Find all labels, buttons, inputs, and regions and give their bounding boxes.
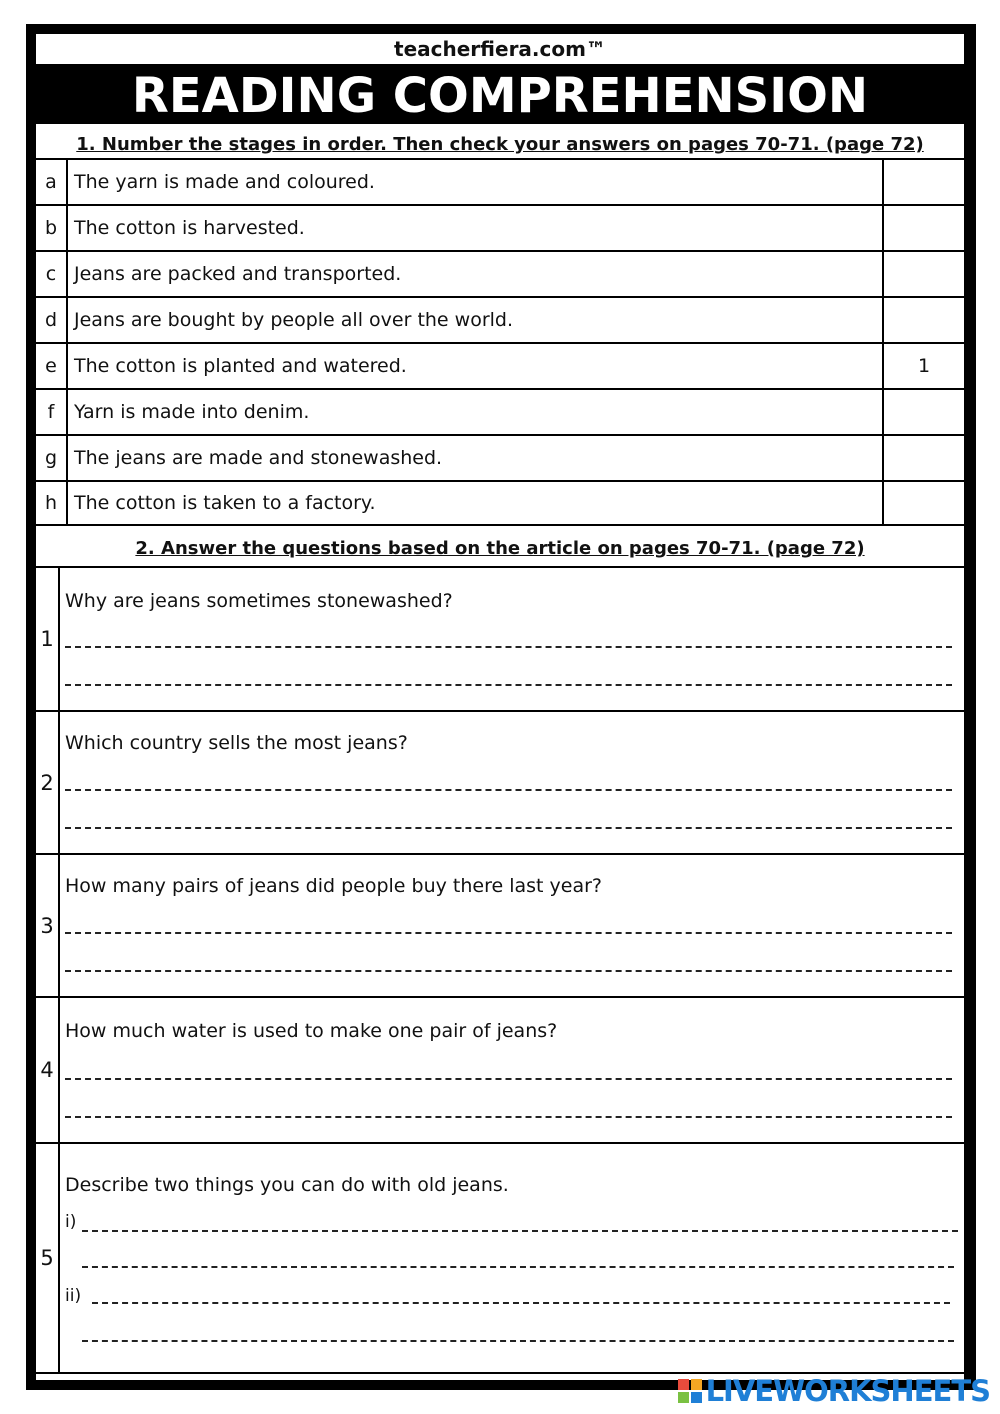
answer-line[interactable] [82, 1340, 954, 1342]
stage-text: Jeans are bought by people all over the world. [74, 309, 514, 331]
stage-text: The jeans are made and stonewashed. [74, 447, 443, 469]
item-label: ii) [65, 1286, 82, 1306]
question-text: Why are jeans sometimes stonewashed? [65, 590, 453, 612]
answer-line[interactable] [65, 1116, 952, 1118]
question-number: 1 [36, 568, 60, 710]
question-number: 4 [36, 998, 60, 1142]
question-block [36, 853, 964, 996]
worksheet-content [36, 34, 964, 1380]
worksheet-frame [26, 24, 976, 1390]
question-text: Describe two things you can do with old jeans. [65, 1174, 509, 1196]
stage-answer-box[interactable] [882, 482, 964, 524]
stage-answer-box[interactable] [882, 436, 964, 480]
question-text: Which country sells the most jeans? [65, 732, 408, 754]
stage-row [36, 480, 964, 526]
stage-answer-box[interactable] [882, 298, 964, 342]
question-text: How many pairs of jeans did people buy there last year? [65, 875, 603, 897]
answer-line[interactable] [65, 932, 952, 934]
answer-line[interactable] [65, 827, 952, 829]
answer-line[interactable] [82, 1266, 954, 1268]
section-2-instruction: 2. Answer the questions based on the article on pages 70-71. (page 72) [135, 538, 865, 559]
question-text: How much water is used to make one pair of jeans? [65, 1020, 558, 1042]
question-number: 5 [36, 1144, 60, 1372]
stage-row [36, 296, 964, 342]
stage-row [36, 342, 964, 388]
item-label: i) [65, 1212, 77, 1232]
stage-answer-box[interactable]: 1 [882, 344, 964, 388]
liveworksheets-mark-icon [678, 1379, 702, 1403]
stage-row [36, 250, 964, 296]
answer-line[interactable] [92, 1302, 950, 1304]
stage-letter: a [36, 160, 68, 204]
stage-row [36, 434, 964, 480]
site-credit: teacherfiera.com™ [394, 37, 606, 61]
stage-answer-box[interactable] [882, 160, 964, 204]
question-block [36, 710, 964, 853]
stage-answer-box[interactable] [882, 390, 964, 434]
stage-text: Jeans are packed and transported. [74, 263, 402, 285]
stage-letter: b [36, 206, 68, 250]
stage-row [36, 388, 964, 434]
answer-line[interactable] [65, 646, 952, 648]
question-block [36, 1142, 964, 1372]
stage-letter: e [36, 344, 68, 388]
page-title: READING COMPREHENSION [36, 64, 964, 124]
stage-text: The cotton is taken to a factory. [74, 492, 376, 514]
answer-line[interactable] [65, 1078, 952, 1080]
stage-letter: f [36, 390, 68, 434]
question-number: 2 [36, 712, 60, 853]
answer-line[interactable] [65, 970, 952, 972]
stage-answer-box[interactable] [882, 252, 964, 296]
liveworksheets-logo [678, 1376, 990, 1406]
stage-letter: d [36, 298, 68, 342]
question-block [36, 566, 964, 710]
stage-text: The cotton is planted and watered. [74, 355, 407, 377]
stage-letter: c [36, 252, 68, 296]
stage-letter: h [36, 482, 68, 524]
stage-row [36, 158, 964, 204]
stage-row [36, 204, 964, 250]
section-1-instruction: 1. Number the stages in order. Then check your answers on pages 70-71. (page 72) [76, 134, 924, 155]
answer-line[interactable] [82, 1230, 958, 1232]
stage-letter: g [36, 436, 68, 480]
stage-text: Yarn is made into denim. [74, 401, 310, 423]
question-block [36, 996, 964, 1142]
question-number: 3 [36, 855, 60, 996]
answer-line[interactable] [65, 684, 952, 686]
logo-wordmark: LIVEWORKSHEETS [705, 1374, 990, 1408]
stage-answer-box[interactable] [882, 206, 964, 250]
stage-text: The yarn is made and coloured. [74, 171, 375, 193]
stage-text: The cotton is harvested. [74, 217, 305, 239]
answer-line[interactable] [65, 789, 952, 791]
